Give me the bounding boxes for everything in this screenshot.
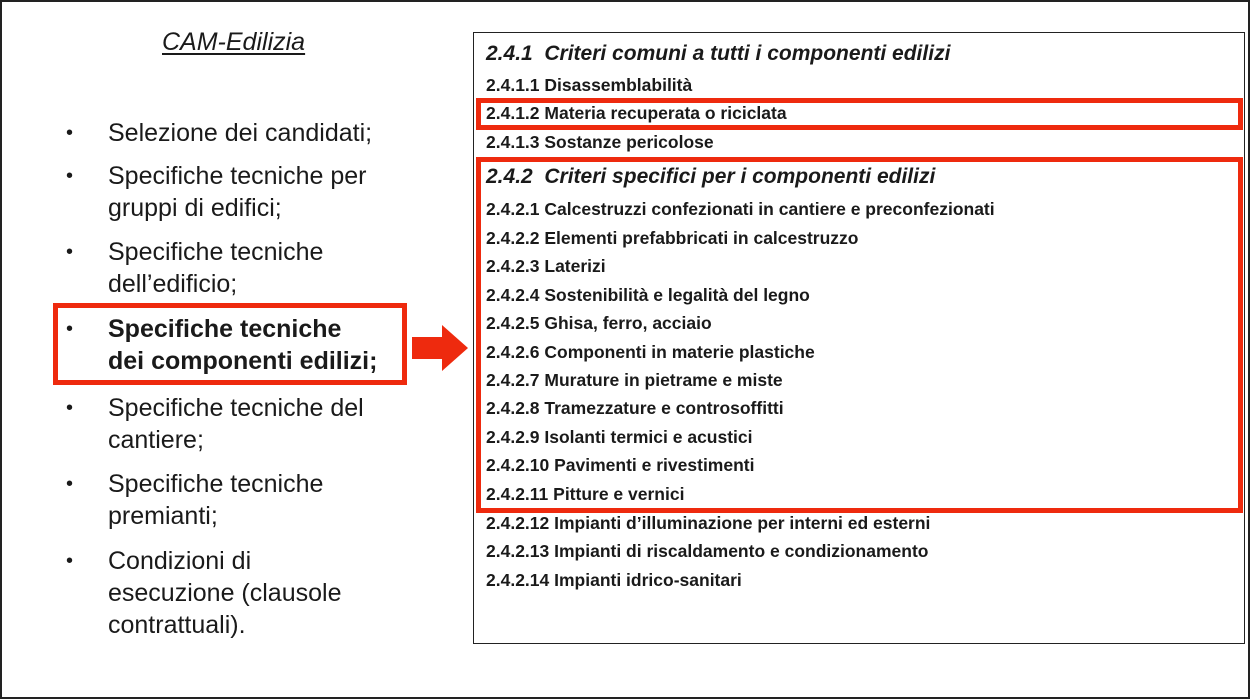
left-title: CAM-Edilizia xyxy=(162,28,306,56)
bullet-text xyxy=(108,468,428,532)
bullet-line: cantiere; xyxy=(108,426,204,454)
criteria-item: 2.4.2.13 Impianti di riscaldamento e condizionamento xyxy=(486,541,929,561)
criteria-item: 2.4.2.2 Elementi prefabbricati in calcestruzzo xyxy=(486,228,859,248)
bullet-line: dell’edificio; xyxy=(108,270,238,298)
bullet-line: dei componenti edilizi; xyxy=(108,347,378,375)
arrow-right-icon xyxy=(412,325,470,371)
criteria-item: 2.4.2.4 Sostenibilità e legalità del legno xyxy=(486,285,810,305)
highlight-box-materia-riciclata xyxy=(476,98,1243,130)
criteria-item: 2.4.2.8 Tramezzature e controsoffitti xyxy=(486,398,784,418)
criteria-item: 2.4.2.10 Pavimenti e rivestimenti xyxy=(486,455,755,475)
criteria-item: 2.4.1.3 Sostanze pericolose xyxy=(486,132,714,152)
criteria-item: 2.4.2.14 Impianti idrico-sanitari xyxy=(486,570,742,590)
bullet-text xyxy=(108,236,428,300)
bullet-line: premianti; xyxy=(108,502,218,530)
bullet-line: esecuzione (clausole xyxy=(108,579,342,607)
bullet-line: Specifiche tecniche xyxy=(108,470,324,498)
bullet-dot: • xyxy=(66,165,74,187)
bullet-line: Specifiche tecniche xyxy=(108,315,342,343)
bullet-text xyxy=(108,117,428,149)
section-title-241: 2.4.1 Criteri comuni a tutti i componenti edilizi xyxy=(486,42,951,65)
criteria-item: 2.4.2.7 Murature in pietrame e miste xyxy=(486,370,783,390)
criteria-item: 2.4.1.2 Materia recuperata o riciclata xyxy=(486,103,787,123)
bullet-line: Specifiche tecniche per xyxy=(108,162,367,190)
criteria-item: 2.4.1.1 Disassemblabilità xyxy=(486,75,693,95)
bullet-text xyxy=(108,392,428,456)
bullet-text xyxy=(108,160,428,224)
bullet-dot: • xyxy=(66,550,74,572)
bullet-dot: • xyxy=(66,473,74,495)
section-title-242: 2.4.2 Criteri specifici per i componenti edilizi xyxy=(486,165,936,188)
highlight-box-criteri-specifici xyxy=(476,157,1243,513)
bullet-line: contrattuali). xyxy=(108,611,246,639)
criteria-item: 2.4.2.3 Laterizi xyxy=(486,256,606,276)
bullet-dot: • xyxy=(66,397,74,419)
criteria-item: 2.4.2.11 Pitture e vernici xyxy=(486,484,685,504)
bullet-line: gruppi di edifici; xyxy=(108,194,282,222)
criteria-item: 2.4.2.9 Isolanti termici e acustici xyxy=(486,427,753,447)
bullet-line: Specifiche tecniche del xyxy=(108,394,364,422)
criteria-item: 2.4.2.6 Componenti in materie plastiche xyxy=(486,342,815,362)
bullet-line: Selezione dei candidati; xyxy=(108,119,373,147)
bullet-line: Specifiche tecniche xyxy=(108,238,324,266)
criteria-item: 2.4.2.1 Calcestruzzi confezionati in cantiere e preconfezionati xyxy=(486,199,995,219)
criteria-item: 2.4.2.5 Ghisa, ferro, acciaio xyxy=(486,313,712,333)
highlight-box-left xyxy=(53,303,407,385)
bullet-dot: • xyxy=(66,318,74,340)
criteria-item: 2.4.2.12 Impianti d’illuminazione per interni ed esterni xyxy=(486,513,931,533)
bullet-text xyxy=(108,545,428,641)
bullet-dot: • xyxy=(66,122,74,144)
bullet-dot: • xyxy=(66,241,74,263)
bullet-line: Condizioni di xyxy=(108,547,252,575)
